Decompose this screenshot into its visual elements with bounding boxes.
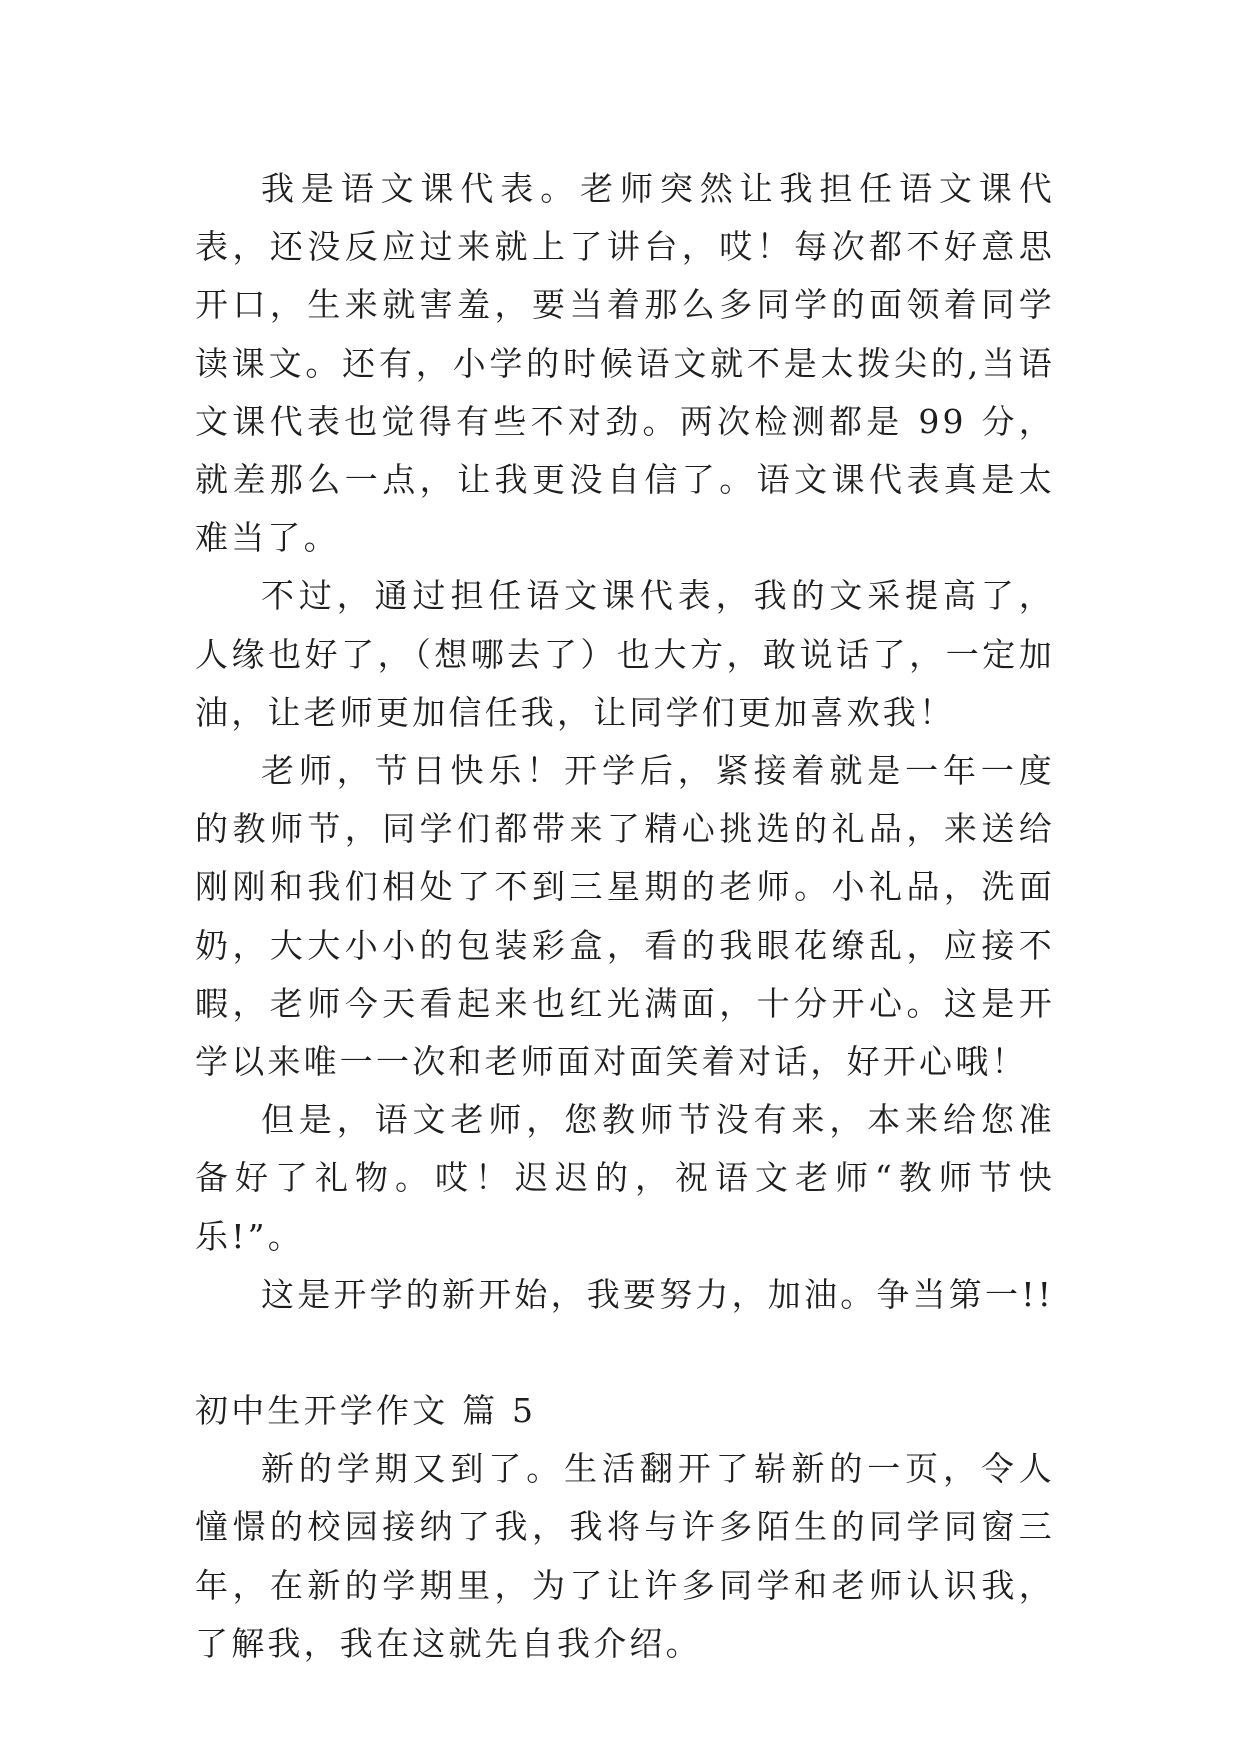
section-heading: 初中生开学作文 篇 5	[195, 1391, 537, 1431]
paragraph: 老师，节日快乐！开学后，紧接着就是一年一度的教师节，同学们都带来了精心挑选的礼品，来送给刚刚和我们相处了不到三星期的老师。小礼品，洗面奶，大大小小的包装彩盒，看的我眼花缭乱，应接不暇，老师今天看起来也红光满面，十分开心。这是开学以来唯一一次和老师面对面笑着对话，好开心哦！	[195, 751, 1055, 1082]
paragraph: 不过，通过担任语文课代表，我的文采提高了，人缘也好了，（想哪去了）也大方，敢说话了，一定加油，让老师更加信任我，让同学们更加喜欢我！	[195, 576, 1055, 732]
paragraph: 这是开学的新开始，我要努力，加油。争当第一!!	[261, 1274, 1055, 1314]
paragraph: 但是，语文老师，您教师节没有来，本来给您准备好了礼物。哎！迟迟的，祝语文老师“教师节快乐!”。	[195, 1100, 1055, 1256]
document-body	[195, 160, 1055, 1673]
paragraph: 新的学期又到了。生活翻开了崭新的一页，令人憧憬的校园接纳了我，我将与许多陌生的同学同窗三年，在新的学期里，为了让许多同学和老师认识我，了解我，我在这就先自我介绍。	[195, 1449, 1055, 1663]
paragraph: 我是语文课代表。老师突然让我担任语文课代表，还没反应过来就上了讲台，哎！每次都不好意思开口，生来就害羞，要当着那么多同学的面领着同学读课文。还有，小学的时候语文就不是太拨尖的,当语文课代表也觉得有些不对劲。两次检测都是 99 分，就差那么一点，让我更没自信了。语文课代表真是太难当了。	[195, 169, 1055, 558]
